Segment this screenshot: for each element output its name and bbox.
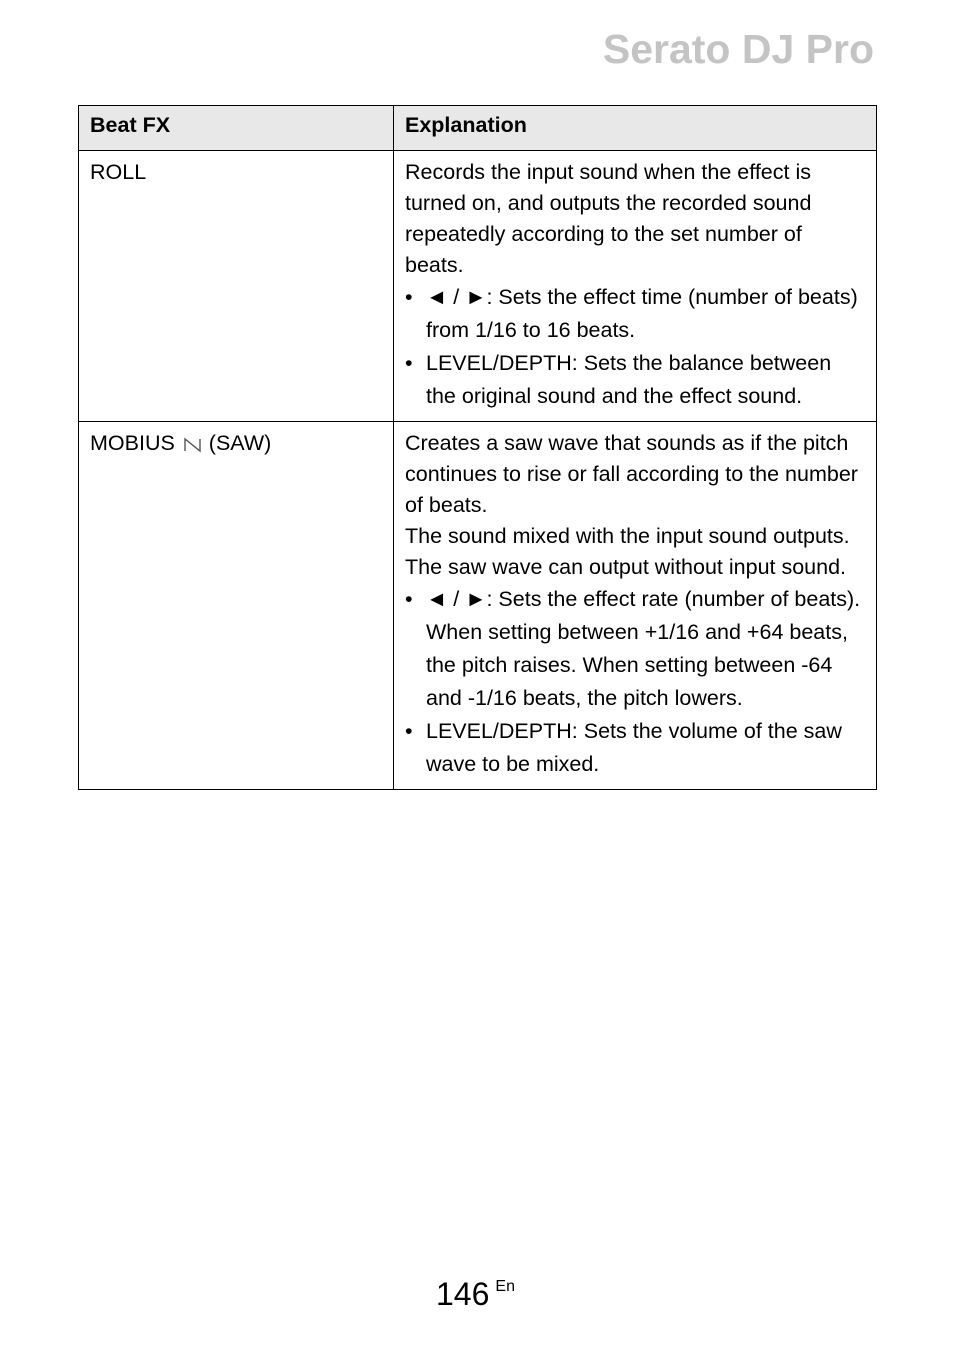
table-row-mobius-saw bbox=[79, 422, 877, 790]
bullet-text: ◄ / ►: Sets the effect time (number of beats) from 1/16 to 16 beats. bbox=[426, 285, 858, 342]
beat-fx-name bbox=[79, 151, 394, 422]
explanation-cell bbox=[394, 422, 877, 790]
bullet-text: LEVEL/DEPTH: Sets the balance between the original sound and the effect sound. bbox=[426, 351, 832, 408]
page-number: 146 bbox=[436, 1276, 490, 1312]
bullet-item bbox=[405, 347, 866, 413]
fx-name-saw: (SAW) bbox=[208, 431, 272, 455]
beat-fx-table bbox=[78, 105, 877, 790]
column-header-explanation: Explanation bbox=[394, 106, 877, 151]
fx-name-roll: ROLL bbox=[90, 160, 147, 184]
column-header-beat-fx: Beat FX bbox=[79, 106, 394, 151]
explanation-paragraph: The sound mixed with the input sound outputs. The saw wave can output without input sound. bbox=[405, 524, 850, 579]
bullet-list bbox=[405, 281, 866, 413]
page-footer bbox=[436, 1276, 515, 1313]
bullet-list bbox=[405, 583, 866, 781]
brand-title: Serato DJ Pro bbox=[602, 26, 874, 72]
beat-fx-name bbox=[79, 422, 394, 790]
explanation-paragraph: Records the input sound when the effect is turned on, and outputs the recorded sound repeatedly according to the set number of beats. bbox=[405, 160, 812, 277]
fx-name-mobius: MOBIUS bbox=[90, 431, 175, 455]
saw-wave-icon bbox=[184, 437, 201, 453]
explanation-cell bbox=[394, 151, 877, 422]
bullet-item bbox=[405, 583, 866, 715]
bullet-item bbox=[405, 715, 866, 781]
table-header-row bbox=[79, 106, 877, 151]
explanation-paragraph: Creates a saw wave that sounds as if the pitch continues to rise or fall according to the number of beats. bbox=[405, 431, 858, 517]
table-row-roll bbox=[79, 151, 877, 422]
bullet-dot: • bbox=[405, 719, 413, 743]
bullet-item bbox=[405, 281, 866, 347]
page-language: En bbox=[495, 1278, 515, 1295]
bullet-dot: • bbox=[405, 285, 413, 309]
bullet-dot: • bbox=[405, 587, 413, 611]
bullet-dot: • bbox=[405, 351, 413, 375]
bullet-text: LEVEL/DEPTH: Sets the volume of the saw wave to be mixed. bbox=[426, 719, 842, 776]
bullet-text: ◄ / ►: Sets the effect rate (number of beats). When setting between +1/16 and +64 beats, the pitch raises. When setting between -64 and -1/16 beats, the pitch lowers. bbox=[426, 587, 861, 710]
